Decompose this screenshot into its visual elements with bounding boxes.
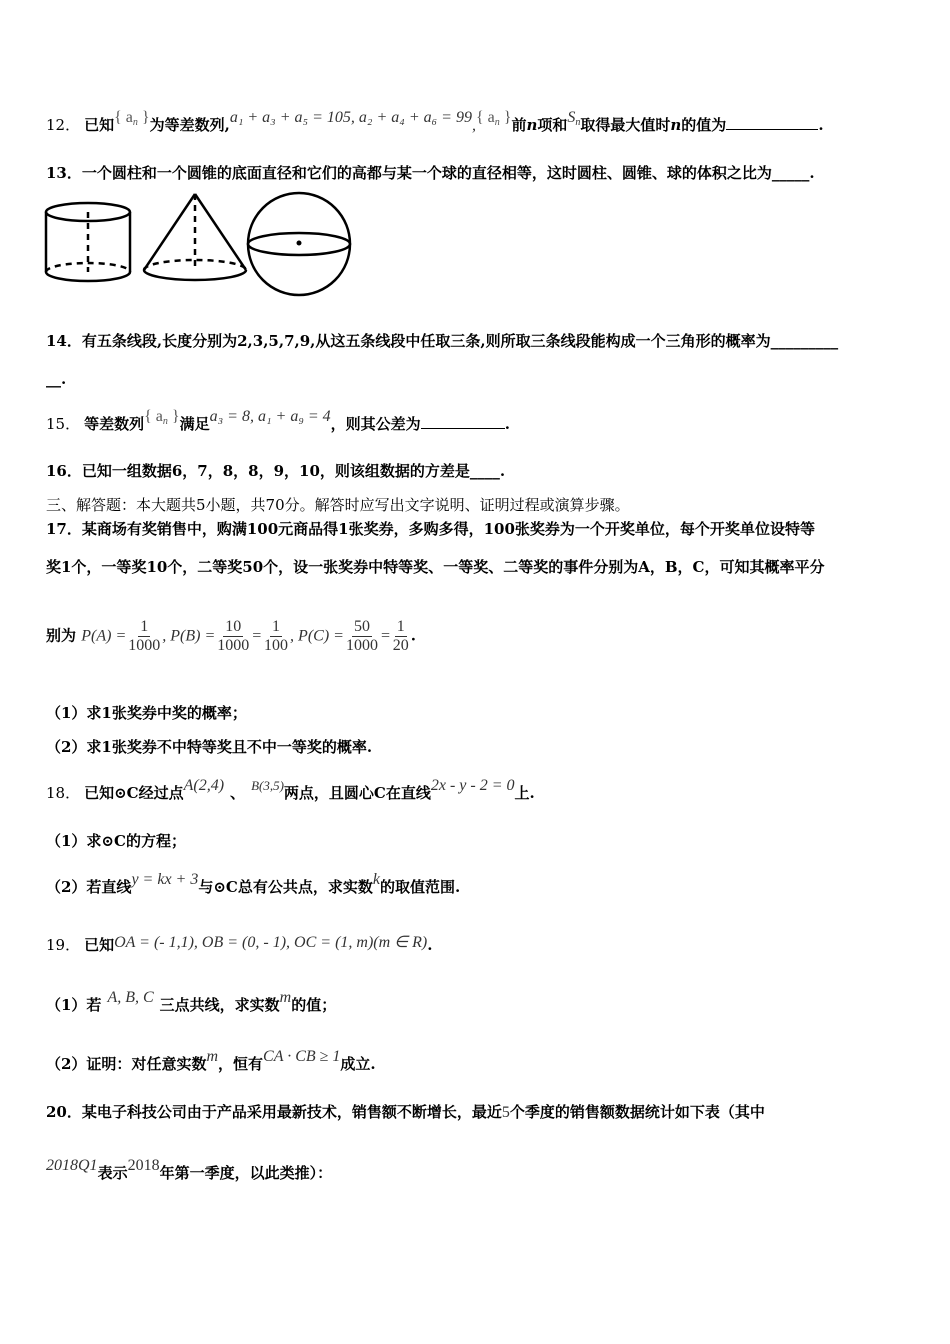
- question-19-sub2: （2）证明：对任意实数m，恒有CA · CB ≥ 1成立.: [46, 1048, 376, 1073]
- question-20-line2: 2018Q1表示2018年第一季度，以此类推）：: [46, 1157, 333, 1182]
- question-16: 16．已知一组数据6，7，8，8，9，10，则该组数据的方差是____.: [46, 462, 506, 480]
- sequence-symbol: { $a_n$ }: [114, 109, 150, 128]
- solids-figure: [40, 188, 360, 300]
- question-20-line1: 20．某电子科技公司由于产品采用最新技术，销售额不断增长，最近5个季度的销售额数据统计如下表（其中: [46, 1103, 765, 1121]
- question-17-line2: 奖1个，一等奖10个，二等奖50个，设一张奖券中特等奖、一等奖、二等奖的事件分别为A，B，C，可知其概率平分: [46, 558, 825, 576]
- question-18-sub2: （2）若直线y = kx + 3与⊙C总有公共点，求实数k的取值范围.: [46, 871, 461, 896]
- fraction: $\frac{1}{20}$: [392, 618, 409, 654]
- question-14-line2: __.: [46, 370, 67, 388]
- section-heading: 三、解答题：本大题共5小题，共70分。解答时应写出文字说明、证明过程或演算步骤。: [46, 496, 630, 514]
- fraction: $\frac{1}{100}$: [264, 618, 289, 654]
- question-17-line3: 别为 P(A) = $\frac{1}{1000}$ , P(B) = $\frac{10}{1000}$ = $\frac{1}{100}$ , P(C) = $\frac{50}{1000}$ = $\frac{1}{20}$ .: [46, 618, 416, 654]
- sequence-symbol: { $a_n$ }: [475, 109, 512, 128]
- sequence-symbol: { $a_n$ }: [144, 408, 180, 427]
- answer-blank[interactable]: [421, 414, 505, 429]
- fraction: $\frac{1}{1000}$: [128, 618, 161, 654]
- fraction: $\frac{50}{1000}$: [345, 618, 378, 654]
- question-17-sub2: （2）求1张奖券不中特等奖且不中一等奖的概率.: [46, 738, 373, 756]
- question-17-line1: 17．某商场有奖销售中，购满100元商品得1张奖券，多购多得，100张奖券为一个开奖单位，每个开奖单位设特等: [46, 520, 815, 538]
- answer-blank[interactable]: [726, 115, 818, 130]
- sum-symbol: $S_n$: [567, 109, 581, 128]
- question-12: 12． 已知{ $a_n$ }为等差数列,a₁ + a₃ + a₅ = 105, a₂ + a₄ + a₆ = 99,{ $a_n$ }前n项和$S_n$取得最大值时n的值为 .: [46, 109, 824, 134]
- question-19: 19． 已知OA = (- 1,1), OB = (0, - 1), OC = (1, m)(m ∈ R).: [46, 934, 433, 954]
- fraction: $\frac{10}{1000}$: [217, 618, 250, 654]
- question-14-line1: 14．有五条线段,长度分别为2,3,5,7,9,从这五条线段中任取三条,则所取三条线段能构成一个三角形的概率为_________: [46, 332, 839, 350]
- q12-equation: a₁ + a₃ + a₅ = 105, a₂ + a₄ + a₆ = 99: [229, 109, 472, 126]
- question-13: 13．一个圆柱和一个圆锥的底面直径和它们的高都与某一个球的直径相等，这时圆柱、圆锥、球的体积之比为_____.: [46, 164, 815, 182]
- question-18: 18． 已知⊙C经过点A(2,4) 、 B(3,5)两点，且圆心C在直线2x - y - 2 = 0上.: [46, 777, 535, 802]
- question-18-sub1: （1）求⊙C的方程；: [46, 832, 186, 850]
- question-17-sub1: （1）求1张奖券中奖的概率；: [46, 704, 247, 722]
- q15-equation: a₃ = 8, a₁ + a₉ = 4: [209, 408, 331, 425]
- question-15: 15． 等差数列{ $a_n$ }满足a₃ = 8, a₁ + a₉ = 4，则其公差为 .: [46, 408, 510, 433]
- question-19-sub1: （1）若 A, B, C 三点共线，求实数m的值；: [46, 989, 337, 1014]
